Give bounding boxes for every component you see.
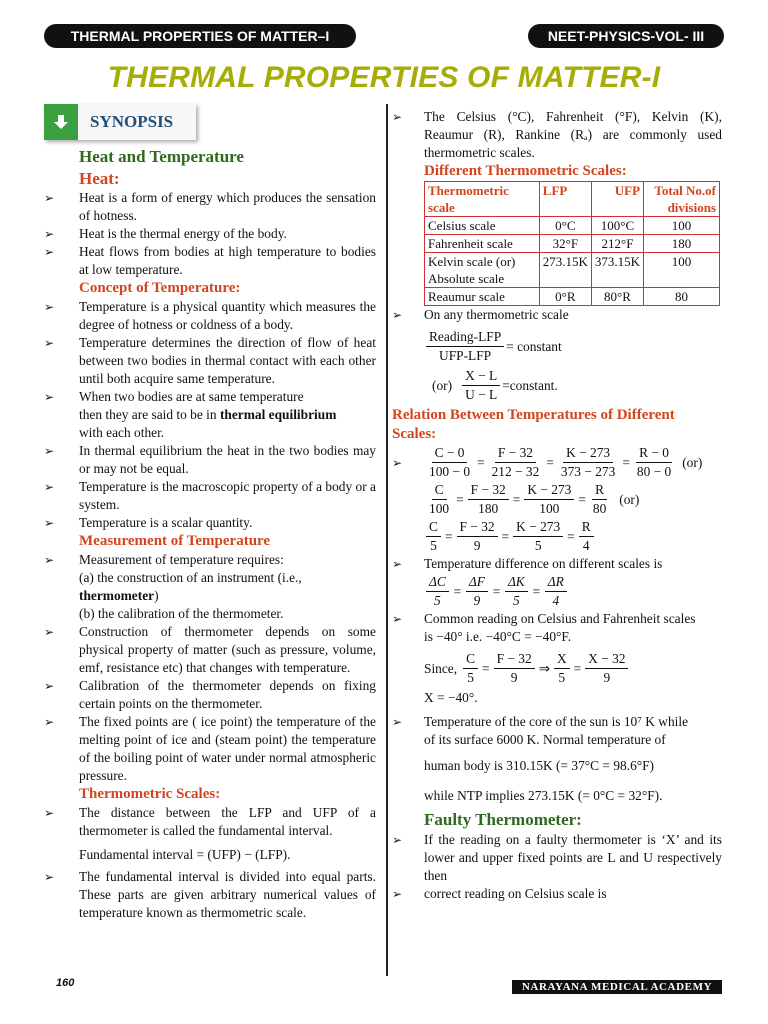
- bullet: ➢ The fixed points are ( ice point) the temperature of the melting point of ice and (steam point) the temperature of the boiling point of water under normal atmospheric pressure.: [44, 714, 376, 783]
- bullet: ➢ If the reading on a faulty thermometer is ‘X’ and its lower and upper fixed points are L and U respectively then: [392, 832, 722, 883]
- denominator: 4: [552, 593, 560, 608]
- denominator: 80 − 0: [636, 464, 672, 479]
- bullet: ➢ correct reading on Celsius scale is: [392, 885, 722, 903]
- numerator: F − 32: [495, 444, 536, 463]
- fraction: [489, 444, 543, 481]
- table-cell: 80°R: [591, 288, 643, 306]
- text-line: with each other.: [79, 425, 165, 440]
- bullet-text: Temperature is the macroscopic property of a body or a system.: [79, 479, 376, 512]
- synopsis-badge: [44, 104, 196, 140]
- sub-item: (a) the construction of an instrument (i.e.,: [79, 570, 302, 585]
- denominator: 9: [603, 670, 611, 685]
- page-number: 160: [56, 977, 75, 989]
- bullet-text: Temperature is a scalar quantity.: [79, 515, 253, 530]
- equals-sign: =: [456, 491, 464, 507]
- fraction: [463, 650, 478, 687]
- fraction: [426, 573, 449, 610]
- or-label: (or): [432, 377, 453, 393]
- bullet: ➢ Heat is a form of energy which produces the sensation of hotness.: [44, 190, 376, 223]
- table-row: [425, 253, 720, 288]
- table-cell: 32°F: [539, 235, 591, 253]
- denominator: 5: [512, 593, 520, 608]
- fraction: [590, 481, 609, 518]
- denominator: 180: [478, 501, 499, 516]
- table-cell: 100: [644, 253, 720, 288]
- denominator: 212 − 32: [491, 464, 540, 479]
- common-reading-line: is −40° i.e. −40°C = −40°F.: [424, 629, 572, 644]
- fraction: [494, 650, 535, 687]
- text-line: When two bodies are at same temperature: [79, 389, 304, 404]
- numerator: C: [463, 650, 478, 669]
- bullet: ➢ Temperature is a physical quantity which measures the degree of hotness or coldness of a body.: [44, 299, 376, 332]
- denominator: 80: [592, 501, 607, 516]
- footer-brand: NARAYANA MEDICAL ACADEMY: [512, 980, 722, 994]
- denominator: 5: [434, 593, 441, 608]
- table-header: LFP: [539, 182, 591, 217]
- table-row: [425, 288, 720, 306]
- fraction: [466, 573, 488, 610]
- denominator: 9: [473, 538, 481, 553]
- column-divider: [386, 104, 388, 976]
- bullet: ➢ The fundamental interval is divided into equal parts. These parts are given arbitrary numerical values of temperature known as thermometric scale.: [44, 869, 376, 920]
- text-line: of its surface 6000 K. Normal temperature of: [424, 732, 666, 747]
- table-cell: 0°C: [539, 217, 591, 235]
- relation-fractions: [552, 650, 631, 687]
- bullet-text: Temperature determines the direction of flow of heat between two bodies in thermal contact with each other until both acquire same temperature.: [79, 335, 376, 386]
- equals-sign: =: [578, 491, 586, 507]
- bullet-text: The distance between the LFP and UFP of a thermometer is called the fundamental interval.: [79, 805, 376, 838]
- equals-sign: =: [573, 660, 582, 676]
- since-equation: [392, 650, 722, 687]
- formula-reading: [392, 328, 722, 365]
- table-cell: 373.15K: [591, 253, 643, 288]
- left-column: [44, 104, 376, 922]
- table-row: [425, 235, 720, 253]
- equals-sign: =: [482, 660, 490, 676]
- heading-measurement: Measurement of Temperature: [79, 533, 271, 549]
- numerator: C: [426, 518, 441, 537]
- bullet: ➢ Heat is the thermal energy of the body.: [44, 225, 376, 243]
- bullet: ➢ Temperature determines the direction of flow of heat between two bodies in thermal contact with each other until both acquire same temperature.: [44, 335, 376, 386]
- bullet-text: The fundamental interval is divided into equal parts. These parts are given arbitrary numerical values of temperature known as thermometric scale.: [79, 869, 376, 920]
- since-label: Since,: [424, 660, 458, 676]
- text-line: human body is 310.15K (= 37°C = 98.6°F): [424, 758, 655, 773]
- fraction: [462, 367, 500, 404]
- bullet-text: Measurement of temperature requires:: [79, 552, 284, 567]
- fraction: [426, 518, 441, 555]
- heading-faulty-thermometer: Faulty Thermometer:: [424, 810, 582, 829]
- table-cell: 80: [644, 288, 720, 306]
- bullet: ➢ When two bodies are at same temperature then they are said to be in thermal equilibrium with each other.: [44, 388, 376, 442]
- bullet: ➢ The distance between the LFP and UFP of a thermometer is called the fundamental interval.: [44, 805, 376, 838]
- numerator: F − 32: [494, 650, 535, 669]
- equals-sign: =: [531, 583, 541, 599]
- numerator: F − 32: [457, 518, 498, 537]
- table-cell: 273.15K: [539, 253, 591, 288]
- numerator: X − L: [462, 367, 500, 386]
- equals-sign: =: [452, 583, 462, 599]
- table-cell: 180: [644, 235, 720, 253]
- table-header: Total No.of divisions: [644, 182, 720, 217]
- fraction: [457, 518, 498, 555]
- fraction: [513, 518, 563, 555]
- bullet: ➢ The Celsius (°C), Fahrenheit (°F), Kelvin (K), Reaumur (R), Rankine (Rₐ) are commonly used thermometric scales.: [392, 109, 722, 160]
- denominator: 373 − 273: [560, 464, 616, 479]
- right-column: [392, 104, 722, 903]
- denominator: U − L: [465, 387, 498, 402]
- heading-heat-temperature: Heat and Temperature: [79, 147, 244, 166]
- bullet-marker: ➢: [392, 455, 403, 470]
- table-cell: 212°F: [591, 235, 643, 253]
- denominator: 100 − 0: [429, 464, 471, 479]
- bullet-text: In thermal equilibrium the heat in the two bodies may or may not be equal.: [79, 443, 376, 476]
- bullet: ➢ Temperature of the core of the sun is 10⁷ K while of its surface 6000 K. Normal temperature of human body is 310.15K (= 37°C = 98.6°F) while NTP implies 273.15K (= 0°C = 32°F).: [392, 713, 722, 805]
- volume-header: NEET-PHYSICS-VOL- III: [528, 24, 724, 48]
- numerator: C: [432, 481, 447, 500]
- numerator: K − 273: [513, 518, 563, 537]
- heading-concept-temperature: Concept of Temperature:: [79, 280, 241, 296]
- numerator: ΔK: [505, 573, 528, 592]
- denominator: 5: [558, 670, 566, 685]
- numerator: K − 273: [524, 481, 574, 500]
- numerator: K − 273: [563, 444, 613, 463]
- table-header: Thermometric scale: [425, 182, 540, 217]
- numerator: R: [592, 481, 607, 500]
- synopsis-label: SYNOPSIS: [90, 112, 174, 131]
- fraction: [545, 573, 567, 610]
- denominator: 4: [582, 538, 590, 553]
- implies-symbol: ⇒: [538, 660, 550, 676]
- bullet: ➢ Construction of thermometer depends on some physical property of matter (such as pressure, volume, emf, resistance etc) that changes with temperature.: [44, 624, 376, 675]
- equals-sign: =: [491, 583, 501, 599]
- or-label: (or): [682, 454, 703, 470]
- bullet-text: On any thermometric scale: [424, 307, 569, 322]
- relation-fractions: [461, 650, 537, 687]
- heading-heat: Heat:: [79, 169, 120, 188]
- table-cell: Celsius scale: [425, 217, 540, 235]
- equals-sign: =: [546, 454, 554, 470]
- table-cell: Fahrenheit scale: [425, 235, 540, 253]
- text-line: while NTP implies 273.15K (= 0°C = 32°F).: [424, 788, 663, 803]
- relation-2: [392, 481, 722, 518]
- numerator: ΔC: [426, 573, 449, 592]
- numerator: ΔR: [545, 573, 567, 592]
- equals-sign: =: [567, 528, 575, 544]
- relation-1: [392, 444, 722, 481]
- denominator: 9: [473, 593, 481, 608]
- bullet: ➢ On any thermometric scale: [392, 306, 722, 324]
- bullet-text: Common reading on Celsius and Fahrenheit scales: [424, 611, 696, 626]
- relation-delta: [392, 573, 722, 610]
- equals-sign: =: [501, 528, 510, 544]
- numerator: ΔF: [466, 573, 488, 592]
- bullet-text: correct reading on Celsius scale is: [424, 886, 607, 901]
- bullet-text: The fixed points are ( ice point) the temperature of the melting point of ice and (steam point) the temperature of the boiling point of water under normal atmospheric pressure.: [79, 714, 376, 783]
- denominator: 5: [467, 670, 474, 685]
- sub-item: [44, 587, 376, 605]
- bold-term: thermometer: [79, 588, 155, 603]
- page-title: THERMAL PROPERTIES OF MATTER-I: [107, 61, 661, 94]
- fraction: [426, 481, 452, 518]
- bullet: ➢ In thermal equilibrium the heat in the two bodies may or may not be equal.: [44, 443, 376, 476]
- fraction: [585, 650, 628, 687]
- relation-3: [392, 518, 722, 555]
- formula-xl: [392, 367, 722, 404]
- relation-fractions: [424, 444, 676, 481]
- relation-fractions: [424, 518, 596, 555]
- text-line: Temperature of the core of the sun is 10⁷ K while: [424, 714, 689, 729]
- relation-fractions: [424, 481, 611, 518]
- numerator: X: [554, 650, 570, 669]
- fraction: [579, 518, 594, 555]
- bullet: ➢ Measurement of temperature requires:: [44, 551, 376, 569]
- denominator: 9: [510, 670, 518, 685]
- table-cell: 100°C: [591, 217, 643, 235]
- bullet-text: Temperature is a physical quantity which measures the degree of hotness or coldness of a body.: [79, 299, 376, 332]
- numerator: C − 0: [432, 444, 468, 463]
- numerator: F − 32: [468, 481, 509, 500]
- denominator: 5: [534, 538, 542, 553]
- fundamental-interval-formula: Fundamental interval = (UFP) − (LFP).: [79, 847, 291, 862]
- fraction: [524, 481, 574, 518]
- bullet-text: Calibration of the thermometer depends on fixing certain points on the thermometer.: [79, 678, 376, 711]
- formula-result: = constant: [506, 338, 562, 354]
- numerator: R: [579, 518, 594, 537]
- bullet: ➢ Temperature difference on different scales is: [392, 555, 722, 573]
- scales-table: [424, 181, 720, 306]
- denominator: 100: [539, 501, 560, 516]
- equals-sign: =: [444, 528, 453, 544]
- table-header-row: [425, 182, 720, 217]
- numerator: Reading-LFP: [426, 328, 504, 347]
- bullet: ➢ Common reading on Celsius and Fahrenheit scales: [392, 610, 722, 628]
- bullet: ➢ Calibration of the thermometer depends on fixing certain points on the thermometer.: [44, 678, 376, 711]
- numerator: X − 32: [585, 650, 628, 669]
- text-line: ): [154, 588, 159, 603]
- fraction: [505, 573, 528, 610]
- fraction: [426, 444, 473, 481]
- table-cell: 0°R: [539, 288, 591, 306]
- bullet-text: Construction of thermometer depends on some physical property of matter (such as pressure, volume, emf, resistance etc) that changes with temperature.: [79, 624, 376, 675]
- equals-sign: =: [512, 491, 521, 507]
- fraction: [558, 444, 618, 481]
- fraction: [554, 650, 570, 687]
- denominator: 100: [429, 501, 450, 516]
- bullet-text: If the reading on a faulty thermometer is ‘X’ and its lower and upper fixed points are L and U respectively then: [424, 832, 722, 883]
- bullet: ➢ Temperature is a scalar quantity.: [44, 514, 376, 532]
- table-cell: Reaumur scale: [425, 288, 540, 306]
- x-value: X = −40°.: [424, 690, 478, 705]
- bullet-text: Heat is a form of energy which produces the sensation of hotness.: [79, 190, 376, 223]
- relation-fractions: [424, 573, 569, 610]
- heading-thermometric-scales: Thermometric Scales:: [79, 786, 221, 802]
- bullet-text: Heat is the thermal energy of the body.: [79, 226, 287, 241]
- bullet-text: Heat flows from bodies at high temperature to bodies at low temperature.: [79, 244, 376, 277]
- down-arrow-icon: [44, 104, 78, 140]
- fraction: [468, 481, 509, 518]
- or-label: (or): [619, 491, 640, 507]
- bullet-text: [424, 713, 722, 805]
- numerator: R − 0: [636, 444, 672, 463]
- equals-sign: =: [622, 454, 630, 470]
- bullet-text: Temperature difference on different scales is: [424, 556, 663, 571]
- bold-term: thermal equilibrium: [219, 407, 337, 422]
- heading-relation: Relation Between Temperatures of Different Scales:: [392, 407, 675, 442]
- sub-item: (b) the calibration of the thermometer.: [79, 606, 284, 621]
- table-cell: 100: [644, 217, 720, 235]
- fraction: [426, 328, 504, 365]
- formula-result: =constant.: [502, 377, 558, 393]
- bullet: ➢ Heat flows from bodies at high temperature to bodies at low temperature.: [44, 244, 376, 277]
- equals-sign: =: [477, 454, 485, 470]
- table-row: [425, 217, 720, 235]
- fraction: [634, 444, 674, 481]
- heading-different-scales: Different Thermometric Scales:: [424, 163, 627, 179]
- bullet-text: The Celsius (°C), Fahrenheit (°F), Kelvin (K), Reaumur (R), Rankine (Rₐ) are commonly used thermometric scales.: [424, 109, 722, 160]
- table-header: UFP: [591, 182, 643, 217]
- denominator: UFP-LFP: [439, 348, 492, 363]
- bullet-text: [79, 388, 376, 442]
- chapter-header: THERMAL PROPERTIES OF MATTER–I: [44, 24, 356, 48]
- table-cell: Kelvin scale (or) Absolute scale: [425, 253, 540, 288]
- text-line: then they are said to be in: [79, 407, 220, 422]
- bullet: ➢ Temperature is the macroscopic property of a body or a system.: [44, 479, 376, 512]
- denominator: 5: [430, 538, 437, 553]
